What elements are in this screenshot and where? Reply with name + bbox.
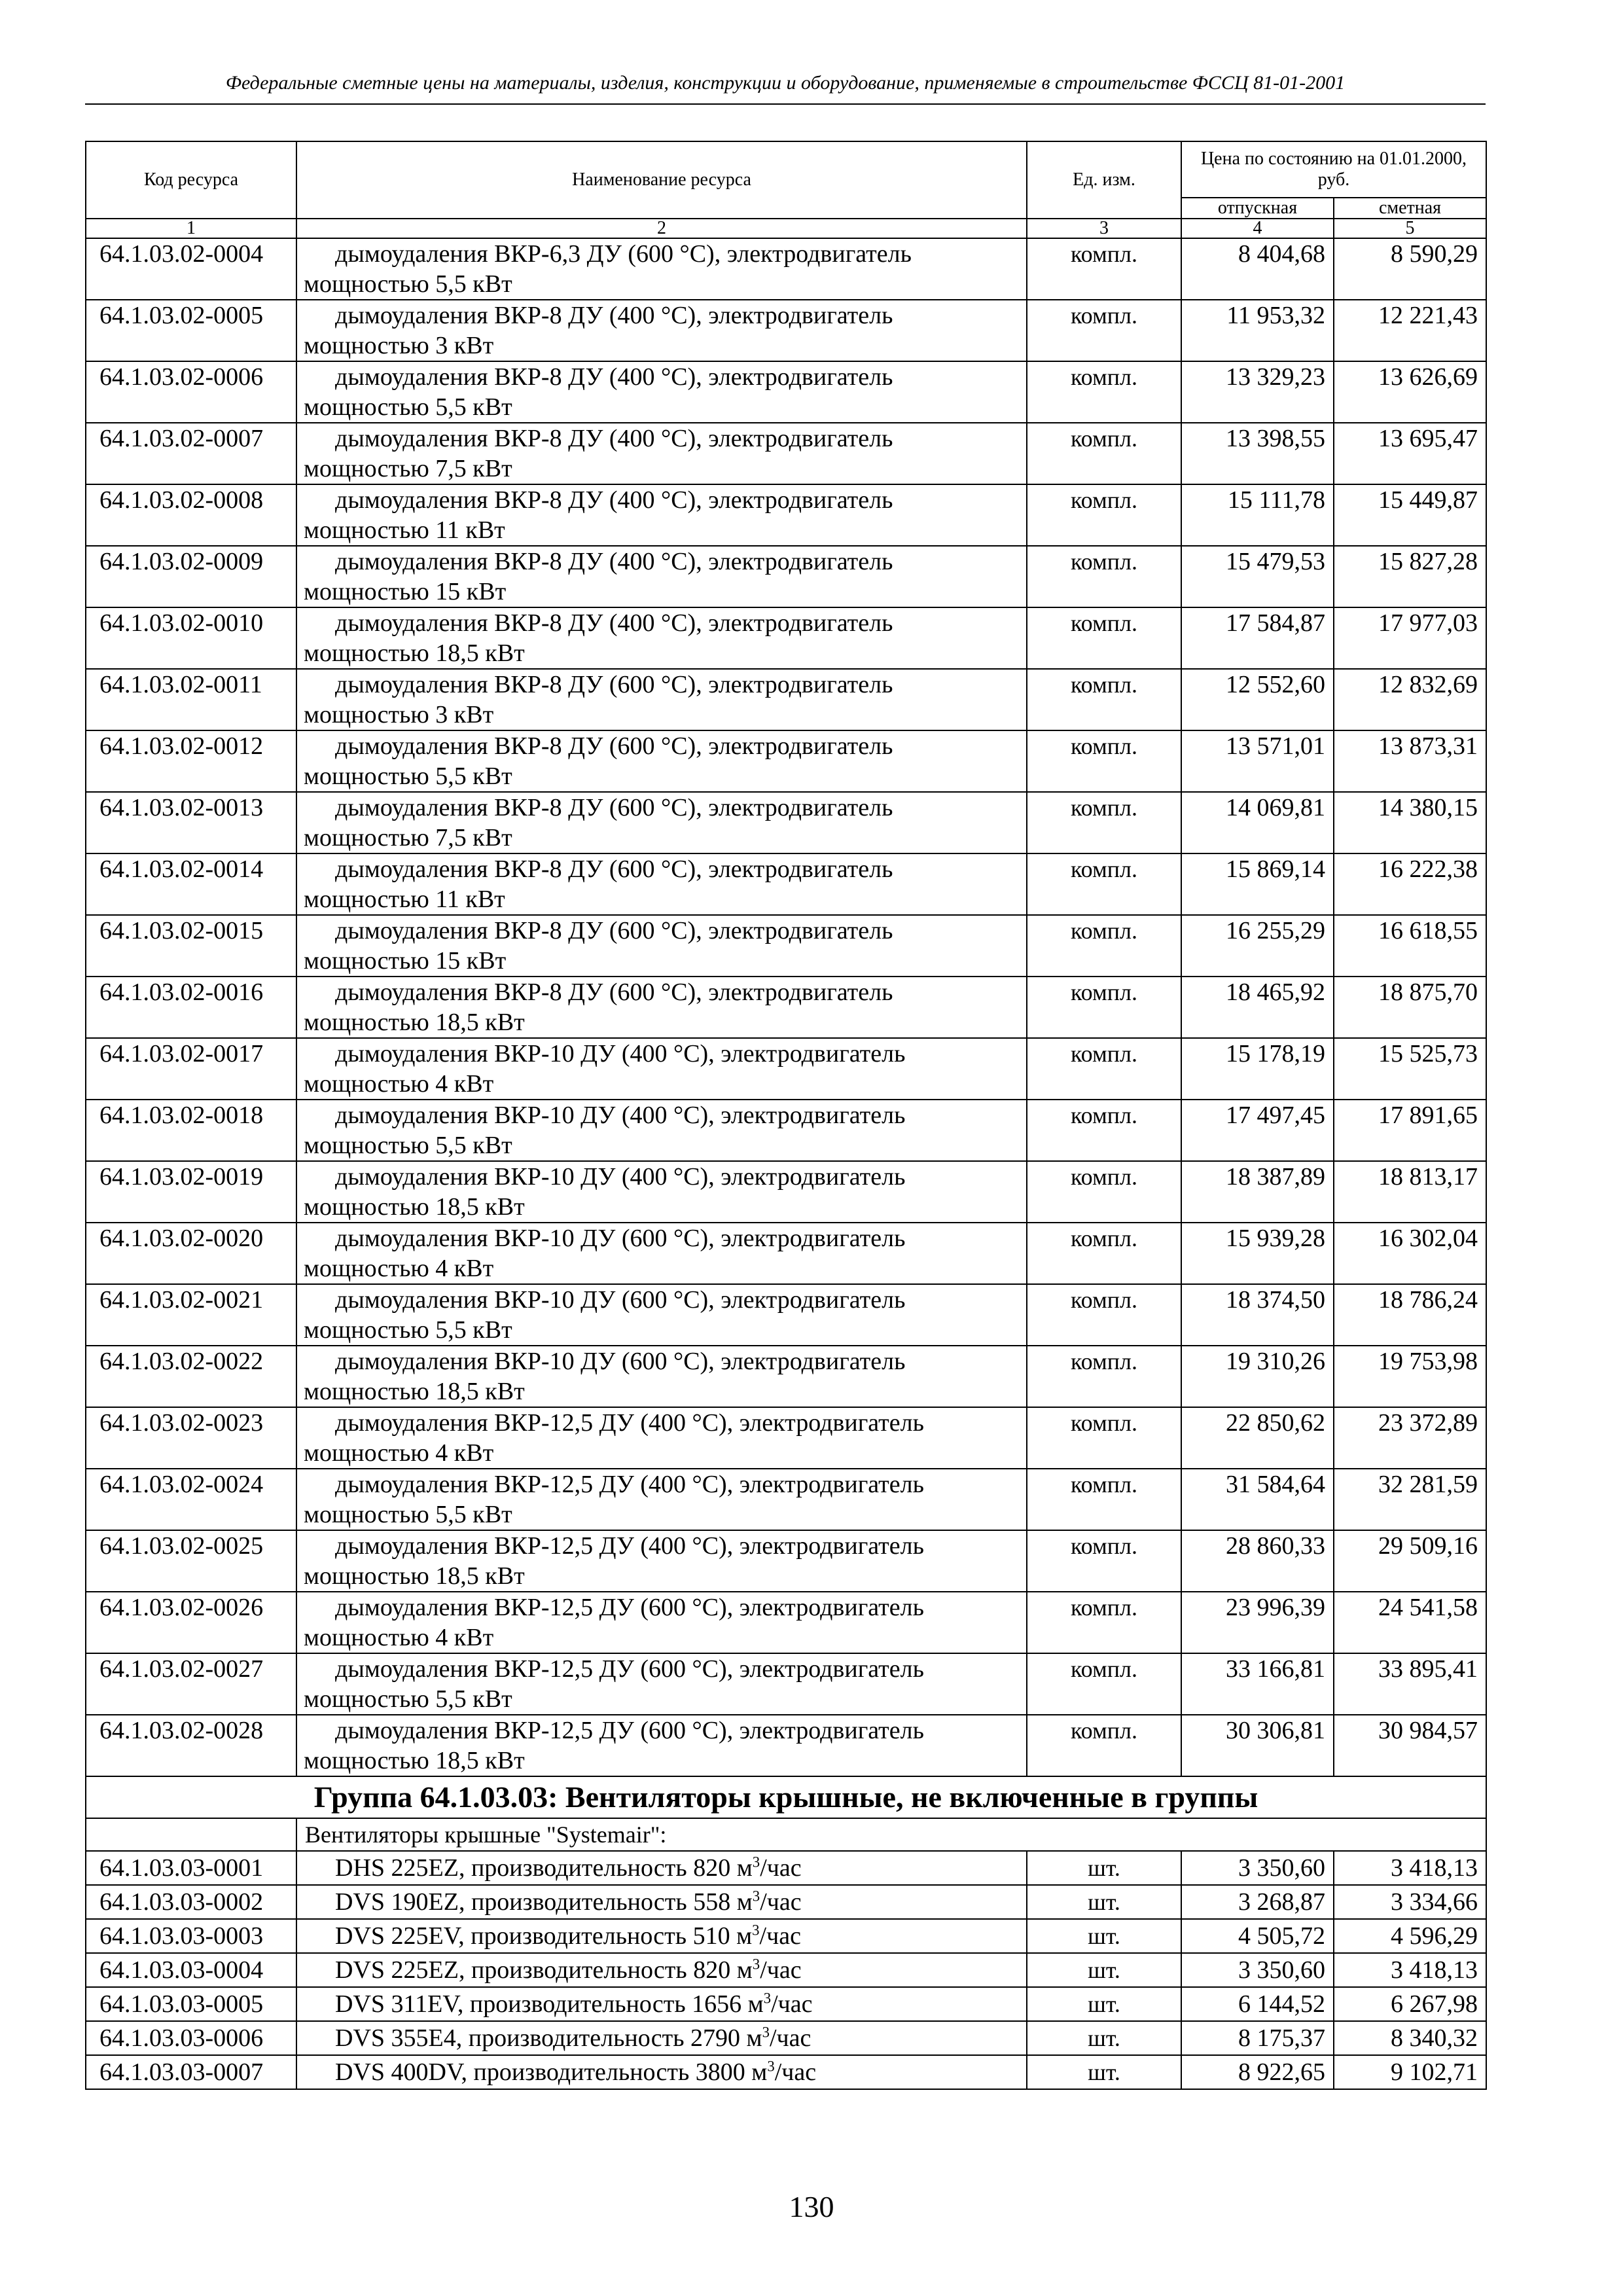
table-row xyxy=(86,853,1486,915)
resource-name xyxy=(296,1469,1027,1530)
resource-code: 64.1.03.02-0011 xyxy=(86,669,296,730)
release-price: 17 584,87 xyxy=(1181,607,1334,669)
resource-name-line1: дымоудаления ВКР-8 ДУ (600 °С), электродвигатель xyxy=(335,855,893,883)
column-number: 3 xyxy=(1027,219,1181,238)
estimate-price: 23 372,89 xyxy=(1334,1407,1486,1469)
column-header-code: Код ресурса xyxy=(86,141,296,219)
cubic-superscript: 3 xyxy=(752,1888,760,1905)
resource-name-line1: дымоудаления ВКР-10 ДУ (400 °С), электродвигатель xyxy=(335,1040,906,1067)
resource-name xyxy=(296,1592,1027,1653)
release-price: 15 479,53 xyxy=(1181,546,1334,607)
resource-name xyxy=(296,361,1027,423)
resource-code: 64.1.03.02-0020 xyxy=(86,1223,296,1284)
resource-code: 64.1.03.02-0012 xyxy=(86,730,296,792)
unit-of-measure: компл. xyxy=(1027,1715,1181,1776)
unit-of-measure: компл. xyxy=(1027,1038,1181,1100)
resource-code: 64.1.03.02-0007 xyxy=(86,423,296,484)
cubic-superscript: 3 xyxy=(752,1956,760,1973)
resource-name-line1: дымоудаления ВКР-8 ДУ (400 °С), электродвигатель xyxy=(335,486,893,514)
release-price: 4 505,72 xyxy=(1181,1919,1334,1953)
resource-name-text: DVS 355E4, производительность 2790 м xyxy=(335,2024,762,2052)
unit-of-measure: компл. xyxy=(1027,977,1181,1038)
estimate-price: 18 786,24 xyxy=(1334,1284,1486,1346)
table-row xyxy=(86,669,1486,730)
estimate-price: 3 418,13 xyxy=(1334,1953,1486,1987)
unit-of-measure: компл. xyxy=(1027,1530,1181,1592)
resource-name-line2: мощностью 4 кВт xyxy=(304,1439,494,1467)
resource-name-line1: дымоудаления ВКР-12,5 ДУ (400 °С), электродвигатель xyxy=(335,1409,924,1437)
release-price: 15 939,28 xyxy=(1181,1223,1334,1284)
resource-code: 64.1.03.02-0013 xyxy=(86,792,296,853)
resource-name-text: DVS 225EV, производительность 510 м xyxy=(335,1922,753,1950)
per-hour-suffix: /час xyxy=(760,1888,802,1916)
estimate-price: 9 102,71 xyxy=(1334,2055,1486,2089)
resource-code: 64.1.03.02-0010 xyxy=(86,607,296,669)
unit-of-measure: шт. xyxy=(1027,1953,1181,1987)
release-price: 17 497,45 xyxy=(1181,1100,1334,1161)
resource-name-line2: мощностью 18,5 кВт xyxy=(304,639,525,667)
column-header-release-price: отпускная xyxy=(1181,198,1334,219)
release-price: 8 175,37 xyxy=(1181,2021,1334,2055)
cubic-superscript: 3 xyxy=(752,1854,760,1871)
resource-name xyxy=(296,300,1027,361)
resource-code: 64.1.03.02-0006 xyxy=(86,361,296,423)
estimate-price: 4 596,29 xyxy=(1334,1919,1486,1953)
column-header-unit: Ед. изм. xyxy=(1027,141,1181,219)
estimate-price: 18 875,70 xyxy=(1334,977,1486,1038)
resource-name-line2: мощностью 18,5 кВт xyxy=(304,1378,525,1405)
unit-of-measure: компл. xyxy=(1027,915,1181,977)
resource-name xyxy=(296,546,1027,607)
table-row xyxy=(86,361,1486,423)
table-row xyxy=(86,1592,1486,1653)
release-price: 12 552,60 xyxy=(1181,669,1334,730)
table-row xyxy=(86,1919,1486,1953)
resource-code: 64.1.03.02-0021 xyxy=(86,1284,296,1346)
release-price: 23 996,39 xyxy=(1181,1592,1334,1653)
estimate-price: 8 590,29 xyxy=(1334,238,1486,300)
resource-name xyxy=(296,1346,1027,1407)
running-header: Федеральные сметные цены на материалы, изделия, конструкции и оборудование, применяемые в строительстве ФССЦ 81-01-2001 xyxy=(225,72,1346,94)
table-row xyxy=(86,2055,1486,2089)
resource-name-line2: мощностью 7,5 кВт xyxy=(304,455,512,482)
resource-code: 64.1.03.03-0004 xyxy=(86,1953,296,1987)
table-row xyxy=(86,1715,1486,1776)
unit-of-measure: компл. xyxy=(1027,238,1181,300)
estimate-price: 16 302,04 xyxy=(1334,1223,1486,1284)
page-number: 130 xyxy=(789,2190,834,2223)
unit-of-measure: шт. xyxy=(1027,2055,1181,2089)
estimate-price: 19 753,98 xyxy=(1334,1346,1486,1407)
subgroup-title: Вентиляторы крышные "Systemair": xyxy=(296,1818,1486,1851)
release-price: 13 571,01 xyxy=(1181,730,1334,792)
table-row xyxy=(86,915,1486,977)
column-number: 4 xyxy=(1181,219,1334,238)
column-header-name: Наименование ресурса xyxy=(296,141,1027,219)
release-price: 22 850,62 xyxy=(1181,1407,1334,1469)
unit-of-measure: компл. xyxy=(1027,730,1181,792)
release-price: 3 350,60 xyxy=(1181,1953,1334,1987)
estimate-price: 29 509,16 xyxy=(1334,1530,1486,1592)
table-row xyxy=(86,1953,1486,1987)
resource-name-line1: дымоудаления ВКР-8 ДУ (600 °С), электродвигатель xyxy=(335,671,893,698)
per-hour-suffix: /час xyxy=(760,1956,802,1984)
resource-name-line1: дымоудаления ВКР-8 ДУ (400 °С), электродвигатель xyxy=(335,302,893,329)
unit-of-measure: компл. xyxy=(1027,423,1181,484)
resource-code: 64.1.03.03-0003 xyxy=(86,1919,296,1953)
table-row xyxy=(86,607,1486,669)
estimate-price: 15 449,87 xyxy=(1334,484,1486,546)
resource-name-line1: дымоудаления ВКР-8 ДУ (600 °С), электродвигатель xyxy=(335,978,893,1006)
table-row xyxy=(86,484,1486,546)
resource-name-line2: мощностью 5,5 кВт xyxy=(304,1316,512,1344)
unit-of-measure: компл. xyxy=(1027,1161,1181,1223)
resource-code: 64.1.03.02-0017 xyxy=(86,1038,296,1100)
resource-name-line2: мощностью 18,5 кВт xyxy=(304,1009,525,1036)
resource-name xyxy=(296,1851,1027,1885)
resource-name-line1: дымоудаления ВКР-12,5 ДУ (400 °С), электродвигатель xyxy=(335,1532,924,1560)
header-rule xyxy=(85,103,1486,105)
column-number: 5 xyxy=(1334,219,1486,238)
resource-name-line1: дымоудаления ВКР-8 ДУ (600 °С), электродвигатель xyxy=(335,732,893,760)
cubic-superscript: 3 xyxy=(763,1990,772,2007)
unit-of-measure: компл. xyxy=(1027,1284,1181,1346)
resource-name-line1: дымоудаления ВКР-10 ДУ (400 °С), электродвигатель xyxy=(335,1163,906,1191)
release-price: 31 584,64 xyxy=(1181,1469,1334,1530)
estimate-price: 12 221,43 xyxy=(1334,300,1486,361)
unit-of-measure: шт. xyxy=(1027,1919,1181,1953)
resource-name-line2: мощностью 5,5 кВт xyxy=(304,1685,512,1713)
resource-name-line2: мощностью 5,5 кВт xyxy=(304,1501,512,1528)
column-number: 1 xyxy=(86,219,296,238)
unit-of-measure: компл. xyxy=(1027,1346,1181,1407)
unit-of-measure: компл. xyxy=(1027,546,1181,607)
cubic-superscript: 3 xyxy=(767,2058,775,2075)
table-body xyxy=(86,238,1486,2089)
resource-name-line2: мощностью 5,5 кВт xyxy=(304,270,512,298)
table-row xyxy=(86,1100,1486,1161)
subgroup-heading-row xyxy=(86,1818,1486,1851)
resource-name-line1: дымоудаления ВКР-10 ДУ (600 °С), электродвигатель xyxy=(335,1348,906,1375)
resource-code: 64.1.03.02-0009 xyxy=(86,546,296,607)
resource-code: 64.1.03.03-0006 xyxy=(86,2021,296,2055)
resource-code: 64.1.03.02-0026 xyxy=(86,1592,296,1653)
resource-name-line2: мощностью 4 кВт xyxy=(304,1070,494,1098)
resource-name-line2: мощностью 18,5 кВт xyxy=(304,1747,525,1774)
column-header-price: Цена по состоянию на 01.01.2000, руб. xyxy=(1181,141,1486,198)
table-row xyxy=(86,300,1486,361)
unit-of-measure: компл. xyxy=(1027,361,1181,423)
resource-name xyxy=(296,1161,1027,1223)
resource-name xyxy=(296,1987,1027,2021)
resource-code: 64.1.03.02-0027 xyxy=(86,1653,296,1715)
resource-name-line2: мощностью 18,5 кВт xyxy=(304,1193,525,1221)
unit-of-measure: компл. xyxy=(1027,1223,1181,1284)
empty-cell xyxy=(86,1818,296,1851)
estimate-price: 16 222,38 xyxy=(1334,853,1486,915)
resource-code: 64.1.03.02-0016 xyxy=(86,977,296,1038)
release-price: 8 922,65 xyxy=(1181,2055,1334,2089)
table-row xyxy=(86,1223,1486,1284)
release-price: 14 069,81 xyxy=(1181,792,1334,853)
resource-name-text: DVS 400DV, производительность 3800 м xyxy=(335,2058,768,2086)
release-price: 19 310,26 xyxy=(1181,1346,1334,1407)
estimate-price: 8 340,32 xyxy=(1334,2021,1486,2055)
table-row xyxy=(86,1038,1486,1100)
resource-name xyxy=(296,1530,1027,1592)
unit-of-measure: компл. xyxy=(1027,1407,1181,1469)
release-price: 30 306,81 xyxy=(1181,1715,1334,1776)
resource-name xyxy=(296,915,1027,977)
resource-name-line1: дымоудаления ВКР-8 ДУ (400 °С), электродвигатель xyxy=(335,363,893,391)
resource-name-line2: мощностью 11 кВт xyxy=(304,886,505,913)
resource-name-line2: мощностью 5,5 кВт xyxy=(304,393,512,421)
resource-name-line1: дымоудаления ВКР-8 ДУ (600 °С), электродвигатель xyxy=(335,794,893,821)
table-row xyxy=(86,1530,1486,1592)
resource-name-line2: мощностью 15 кВт xyxy=(304,578,507,605)
per-hour-suffix: /час xyxy=(769,2024,812,2052)
table-row xyxy=(86,730,1486,792)
release-price: 6 144,52 xyxy=(1181,1987,1334,2021)
resource-code: 64.1.03.03-0002 xyxy=(86,1885,296,1919)
estimate-price: 32 281,59 xyxy=(1334,1469,1486,1530)
resource-name-line1: дымоудаления ВКР-12,5 ДУ (600 °С), электродвигатель xyxy=(335,1717,924,1744)
table-row xyxy=(86,423,1486,484)
resource-name xyxy=(296,1038,1027,1100)
resource-name xyxy=(296,853,1027,915)
estimate-price: 15 525,73 xyxy=(1334,1038,1486,1100)
release-price: 18 465,92 xyxy=(1181,977,1334,1038)
price-table xyxy=(85,141,1487,2090)
resource-name xyxy=(296,792,1027,853)
estimate-price: 17 977,03 xyxy=(1334,607,1486,669)
resource-name xyxy=(296,1953,1027,1987)
table-row xyxy=(86,977,1486,1038)
per-hour-suffix: /час xyxy=(759,1922,801,1950)
estimate-price: 15 827,28 xyxy=(1334,546,1486,607)
resource-name-line1: дымоудаления ВКР-10 ДУ (600 °С), электродвигатель xyxy=(335,1225,906,1252)
resource-name-line2: мощностью 5,5 кВт xyxy=(304,762,512,790)
resource-name-line2: мощностью 11 кВт xyxy=(304,516,505,544)
table-row xyxy=(86,1987,1486,2021)
release-price: 18 387,89 xyxy=(1181,1161,1334,1223)
unit-of-measure: компл. xyxy=(1027,792,1181,853)
resource-name xyxy=(296,1407,1027,1469)
table-row xyxy=(86,238,1486,300)
estimate-price: 16 618,55 xyxy=(1334,915,1486,977)
release-price: 15 111,78 xyxy=(1181,484,1334,546)
estimate-price: 13 873,31 xyxy=(1334,730,1486,792)
resource-name-line2: мощностью 18,5 кВт xyxy=(304,1562,525,1590)
resource-name-line1: дымоудаления ВКР-8 ДУ (400 °С), электродвигатель xyxy=(335,425,893,452)
estimate-price: 30 984,57 xyxy=(1334,1715,1486,1776)
release-price: 28 860,33 xyxy=(1181,1530,1334,1592)
resource-code: 64.1.03.02-0004 xyxy=(86,238,296,300)
estimate-price: 13 695,47 xyxy=(1334,423,1486,484)
resource-name xyxy=(296,1919,1027,1953)
resource-name xyxy=(296,1100,1027,1161)
resource-code: 64.1.03.02-0015 xyxy=(86,915,296,977)
unit-of-measure: компл. xyxy=(1027,1592,1181,1653)
resource-name-line1: дымоудаления ВКР-12,5 ДУ (600 °С), электродвигатель xyxy=(335,1655,924,1683)
resource-name xyxy=(296,669,1027,730)
resource-code: 64.1.03.02-0019 xyxy=(86,1161,296,1223)
resource-name xyxy=(296,1715,1027,1776)
resource-name-line1: дымоудаления ВКР-10 ДУ (600 °С), электродвигатель xyxy=(335,1286,906,1314)
per-hour-suffix: /час xyxy=(771,1990,813,2018)
resource-name-line1: дымоудаления ВКР-8 ДУ (400 °С), электродвигатель xyxy=(335,609,893,637)
resource-name xyxy=(296,607,1027,669)
estimate-price: 6 267,98 xyxy=(1334,1987,1486,2021)
resource-name xyxy=(296,2021,1027,2055)
release-price: 8 404,68 xyxy=(1181,238,1334,300)
estimate-price: 18 813,17 xyxy=(1334,1161,1486,1223)
release-price: 18 374,50 xyxy=(1181,1284,1334,1346)
release-price: 11 953,32 xyxy=(1181,300,1334,361)
table-row xyxy=(86,546,1486,607)
unit-of-measure: шт. xyxy=(1027,2021,1181,2055)
unit-of-measure: компл. xyxy=(1027,853,1181,915)
estimate-price: 3 334,66 xyxy=(1334,1885,1486,1919)
table-row xyxy=(86,792,1486,853)
unit-of-measure: компл. xyxy=(1027,484,1181,546)
resource-name xyxy=(296,730,1027,792)
resource-code: 64.1.03.02-0022 xyxy=(86,1346,296,1407)
table-row xyxy=(86,1653,1486,1715)
resource-code: 64.1.03.02-0023 xyxy=(86,1407,296,1469)
resource-name-line1: дымоудаления ВКР-12,5 ДУ (400 °С), электродвигатель xyxy=(335,1471,924,1498)
estimate-price: 33 895,41 xyxy=(1334,1653,1486,1715)
resource-name-line1: дымоудаления ВКР-8 ДУ (600 °С), электродвигатель xyxy=(335,917,893,944)
table-row xyxy=(86,1851,1486,1885)
resource-name-line1: дымоудаления ВКР-10 ДУ (400 °С), электродвигатель xyxy=(335,1102,906,1129)
resource-name-line1: дымоудаления ВКР-12,5 ДУ (600 °С), электродвигатель xyxy=(335,1594,924,1621)
resource-name-line2: мощностью 5,5 кВт xyxy=(304,1132,512,1159)
column-header-estimate-price: сметная xyxy=(1334,198,1486,219)
estimate-price: 12 832,69 xyxy=(1334,669,1486,730)
resource-code: 64.1.03.03-0007 xyxy=(86,2055,296,2089)
release-price: 33 166,81 xyxy=(1181,1653,1334,1715)
resource-name-line2: мощностью 4 кВт xyxy=(304,1624,494,1651)
estimate-price: 17 891,65 xyxy=(1334,1100,1486,1161)
unit-of-measure: шт. xyxy=(1027,1987,1181,2021)
resource-code: 64.1.03.02-0005 xyxy=(86,300,296,361)
unit-of-measure: компл. xyxy=(1027,669,1181,730)
unit-of-measure: компл. xyxy=(1027,607,1181,669)
release-price: 15 178,19 xyxy=(1181,1038,1334,1100)
estimate-price: 24 541,58 xyxy=(1334,1592,1486,1653)
unit-of-measure: компл. xyxy=(1027,1469,1181,1530)
table-row xyxy=(86,1346,1486,1407)
resource-name-line2: мощностью 7,5 кВт xyxy=(304,824,512,852)
resource-name-line2: мощностью 3 кВт xyxy=(304,701,494,728)
resource-name xyxy=(296,484,1027,546)
release-price: 16 255,29 xyxy=(1181,915,1334,977)
release-price: 15 869,14 xyxy=(1181,853,1334,915)
resource-name xyxy=(296,423,1027,484)
per-hour-suffix: /час xyxy=(760,1854,802,1882)
resource-name-text: DVS 190EZ, производительность 558 м xyxy=(335,1888,753,1916)
resource-name-line2: мощностью 4 кВт xyxy=(304,1255,494,1282)
unit-of-measure: шт. xyxy=(1027,1851,1181,1885)
unit-of-measure: шт. xyxy=(1027,1885,1181,1919)
resource-name xyxy=(296,1284,1027,1346)
resource-name-line1: дымоудаления ВКР-8 ДУ (400 °С), электродвигатель xyxy=(335,548,893,575)
resource-name-text: DVS 311EV, производительность 1656 м xyxy=(335,1990,764,2018)
resource-name xyxy=(296,977,1027,1038)
unit-of-measure: компл. xyxy=(1027,1100,1181,1161)
resource-code: 64.1.03.03-0005 xyxy=(86,1987,296,2021)
resource-name-text: DVS 225EZ, производительность 820 м xyxy=(335,1956,753,1984)
table-row xyxy=(86,1161,1486,1223)
release-price: 13 329,23 xyxy=(1181,361,1334,423)
table-row xyxy=(86,1407,1486,1469)
column-number: 2 xyxy=(296,219,1027,238)
release-price: 13 398,55 xyxy=(1181,423,1334,484)
resource-name-line2: мощностью 3 кВт xyxy=(304,332,494,359)
resource-code: 64.1.03.02-0018 xyxy=(86,1100,296,1161)
cubic-superscript: 3 xyxy=(752,1922,760,1939)
resource-code: 64.1.03.02-0014 xyxy=(86,853,296,915)
table-row xyxy=(86,1885,1486,1919)
resource-name xyxy=(296,1885,1027,1919)
unit-of-measure: компл. xyxy=(1027,300,1181,361)
per-hour-suffix: /час xyxy=(774,2058,817,2086)
group-title: Группа 64.1.03.03: Вентиляторы крышные, не включенные в группы xyxy=(86,1776,1486,1818)
resource-name xyxy=(296,1223,1027,1284)
resource-name xyxy=(296,2055,1027,2089)
unit-of-measure: компл. xyxy=(1027,1653,1181,1715)
resource-code: 64.1.03.02-0008 xyxy=(86,484,296,546)
resource-code: 64.1.03.02-0025 xyxy=(86,1530,296,1592)
resource-code: 64.1.03.03-0001 xyxy=(86,1851,296,1885)
estimate-price: 13 626,69 xyxy=(1334,361,1486,423)
table-row xyxy=(86,1284,1486,1346)
release-price: 3 268,87 xyxy=(1181,1885,1334,1919)
resource-code: 64.1.03.02-0024 xyxy=(86,1469,296,1530)
resource-name xyxy=(296,1653,1027,1715)
resource-name-line1: дымоудаления ВКР-6,3 ДУ (600 °С), электродвигатель xyxy=(335,240,912,268)
cubic-superscript: 3 xyxy=(762,2024,770,2041)
group-heading-row xyxy=(86,1776,1486,1818)
resource-code: 64.1.03.02-0028 xyxy=(86,1715,296,1776)
release-price: 3 350,60 xyxy=(1181,1851,1334,1885)
estimate-price: 14 380,15 xyxy=(1334,792,1486,853)
resource-name-text: DHS 225EZ, производительность 820 м xyxy=(335,1854,753,1882)
estimate-price: 3 418,13 xyxy=(1334,1851,1486,1885)
resource-name xyxy=(296,238,1027,300)
resource-name-line2: мощностью 15 кВт xyxy=(304,947,507,975)
table-row xyxy=(86,2021,1486,2055)
table-row xyxy=(86,1469,1486,1530)
